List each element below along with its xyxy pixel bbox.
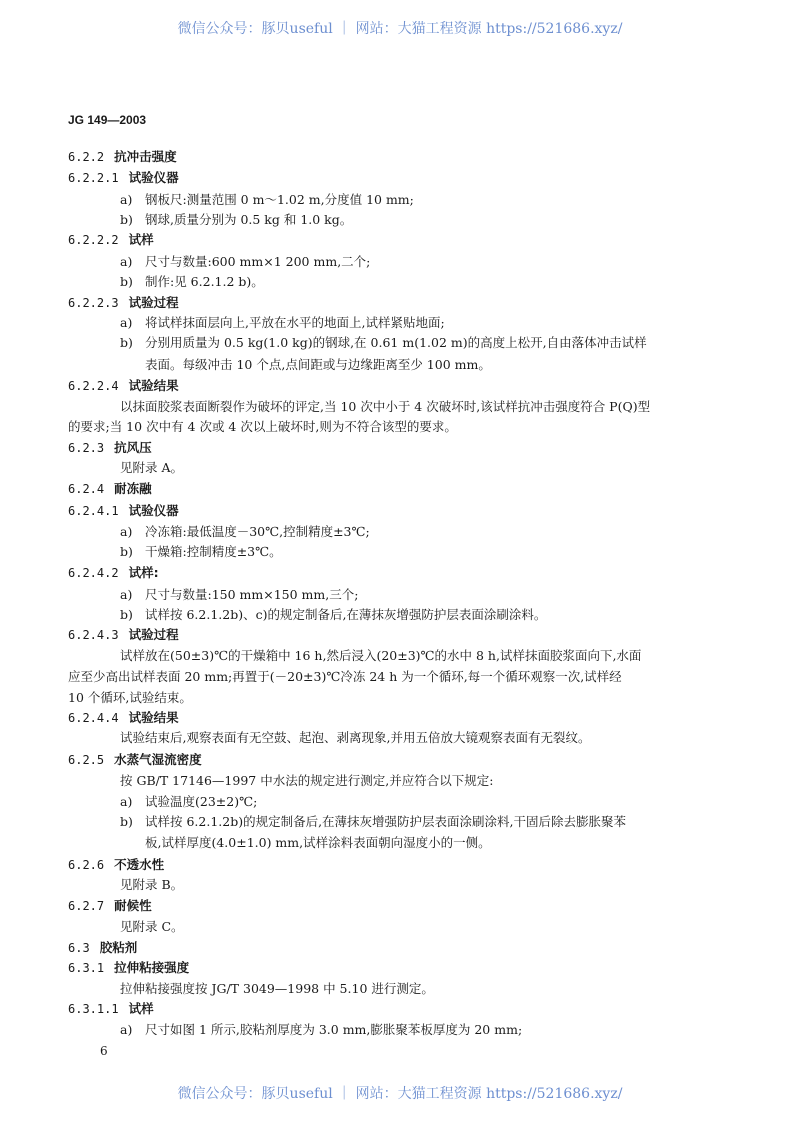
item-label: a) [120, 315, 133, 330]
item-text: 钢球,质量分别为 0.5 kg 和 1.0 kg。 [145, 212, 353, 227]
item-text: 分别用质量为 0.5 kg(1.0 kg)的钢球,在 0.61 m(1.02 m)的高度上松开,自由落体冲击试样 [145, 335, 647, 350]
section-number: 6.2.4.3 [68, 628, 119, 642]
section-number: 6.2.2.4 [68, 379, 119, 393]
section-heading [68, 378, 179, 394]
paragraph-line: 的要求;当 10 次中有 4 次或 4 次以上破坏时,则为不符合该型的要求。 [68, 419, 457, 434]
section-title: 试样: [128, 565, 159, 580]
item-text: 钢板尺:测量范围 0 m～1.02 m,分度值 10 mm; [145, 192, 414, 207]
paragraph-line: 见附录 C。 [120, 919, 184, 934]
section-number: 6.2.2.2 [68, 233, 119, 247]
section-heading [68, 481, 152, 497]
section-title: 试验过程 [128, 627, 179, 642]
section-heading [68, 565, 159, 581]
section-number: 6.2.3 [68, 441, 105, 455]
item-label: b) [120, 814, 133, 829]
section-heading [68, 898, 152, 914]
section-title: 试样 [128, 232, 154, 247]
watermark-top: 微信公众号：豚贝useful ｜ 网站：大猫工程资源 https://521686.xyz/ [177, 21, 623, 37]
section-heading [68, 149, 177, 165]
item-text-continued: 表面。每级冲击 10 个点,点间距或与边缘距离至少 100 mm。 [145, 357, 491, 372]
item-label: b) [120, 544, 133, 559]
item-text: 尺寸与数量:600 mm×1 200 mm,二个; [145, 254, 371, 269]
section-number: 6.2.2 [68, 150, 105, 164]
section-heading [68, 940, 137, 956]
section-heading [68, 857, 164, 873]
section-number: 6.2.2.1 [68, 171, 119, 185]
section-number: 6.2.5 [68, 753, 105, 767]
item-text: 试样按 6.2.1.2b)的规定制备后,在薄抹灰增强防护层表面涂刷涂料,干固后除去膨胀聚苯 [145, 814, 627, 829]
section-heading [68, 295, 179, 311]
section-title: 不透水性 [114, 857, 165, 872]
section-title: 胶粘剂 [99, 940, 138, 955]
item-label: a) [120, 587, 133, 602]
section-number: 6.2.4.4 [68, 711, 119, 725]
section-number: 6.2.2.3 [68, 296, 119, 310]
item-label: a) [120, 1022, 133, 1037]
section-heading [68, 170, 179, 186]
item-label: b) [120, 335, 133, 350]
section-number: 6.2.4 [68, 482, 105, 496]
section-number: 6.2.6 [68, 858, 105, 872]
item-text: 试样按 6.2.1.2b)、c)的规定制备后,在薄抹灰增强防护层表面涂刷涂料。 [145, 607, 547, 622]
paragraph-line: 10 个循环,试验结束。 [68, 690, 192, 705]
page-number: 6 [100, 1044, 108, 1058]
section-heading [68, 503, 179, 519]
section-heading [68, 440, 152, 456]
section-title: 水蒸气湿流密度 [114, 752, 202, 767]
item-text: 试验温度(23±2)℃; [145, 794, 258, 809]
standard-code: JG 149—2003 [68, 113, 147, 127]
paragraph-line: 应至少高出试样表面 20 mm;再置于(－20±3)℃冷冻 24 h 为一个循环,每一个循环观察一次,试样经 [68, 669, 622, 684]
item-label: b) [120, 212, 133, 227]
section-number: 6.3.1.1 [68, 1002, 119, 1016]
paragraph-line: 见附录 A。 [120, 460, 184, 475]
item-text: 尺寸如图 1 所示,胶粘剂厚度为 3.0 mm,膨胀聚苯板厚度为 20 mm; [145, 1022, 523, 1037]
item-text: 制作:见 6.2.1.2 b)。 [145, 274, 264, 289]
section-title: 试验过程 [128, 295, 179, 310]
section-heading [68, 232, 154, 248]
item-text-continued: 板,试样厚度(4.0±1.0) mm,试样涂料表面朝向湿度小的一侧。 [145, 835, 491, 850]
section-number: 6.3.1 [68, 961, 105, 975]
section-heading [68, 1001, 154, 1017]
section-number: 6.2.4.2 [68, 566, 119, 580]
section-title: 耐候性 [114, 898, 152, 913]
item-label: b) [120, 607, 133, 622]
section-heading [68, 960, 189, 976]
section-title: 试样 [128, 1001, 154, 1016]
paragraph-line: 按 GB/T 17146—1997 中水法的规定进行测定,并应符合以下规定: [120, 773, 494, 788]
section-heading [68, 752, 202, 768]
section-title: 抗风压 [114, 440, 152, 455]
item-label: a) [120, 524, 133, 539]
item-text: 尺寸与数量:150 mm×150 mm,三个; [145, 587, 359, 602]
paragraph-line: 拉伸粘接强度按 JG/T 3049—1998 中 5.10 进行测定。 [120, 981, 434, 996]
section-title: 试验结果 [128, 378, 179, 393]
paragraph-line: 以抹面胶浆表面断裂作为破坏的评定,当 10 次中小于 4 次破坏时,该试样抗冲击强度符合 P(Q)型 [120, 399, 651, 414]
item-label: a) [120, 192, 133, 207]
section-title: 耐冻融 [114, 481, 152, 496]
paragraph-line: 试样放在(50±3)℃的干燥箱中 16 h,然后浸入(20±3)℃的水中 8 h,试样抹面胶浆面向下,水面 [120, 648, 642, 663]
section-number: 6.3 [68, 941, 90, 955]
watermark-bottom: 微信公众号：豚贝useful ｜ 网站：大猫工程资源 https://521686.xyz/ [177, 1086, 623, 1102]
section-title: 试验结果 [128, 710, 179, 725]
section-number: 6.2.7 [68, 899, 105, 913]
section-number: 6.2.4.1 [68, 504, 119, 518]
section-heading [68, 627, 179, 643]
section-title: 试验仪器 [128, 170, 179, 185]
section-title: 抗冲击强度 [114, 149, 177, 164]
item-text: 冷冻箱:最低温度－30℃,控制精度±3℃; [145, 524, 370, 539]
section-title: 试验仪器 [128, 503, 179, 518]
item-label: a) [120, 794, 133, 809]
item-text: 将试样抹面层向上,平放在水平的地面上,试样紧贴地面; [145, 315, 445, 330]
item-label: b) [120, 274, 133, 289]
paragraph-line: 试验结束后,观察表面有无空鼓、起泡、剥离现象,并用五倍放大镜观察表面有无裂纹。 [120, 730, 591, 745]
item-text: 干燥箱:控制精度±3℃。 [145, 544, 282, 559]
paragraph-line: 见附录 B。 [120, 877, 184, 892]
section-title: 拉伸粘接强度 [114, 960, 190, 975]
item-label: a) [120, 254, 133, 269]
section-heading [68, 710, 179, 726]
